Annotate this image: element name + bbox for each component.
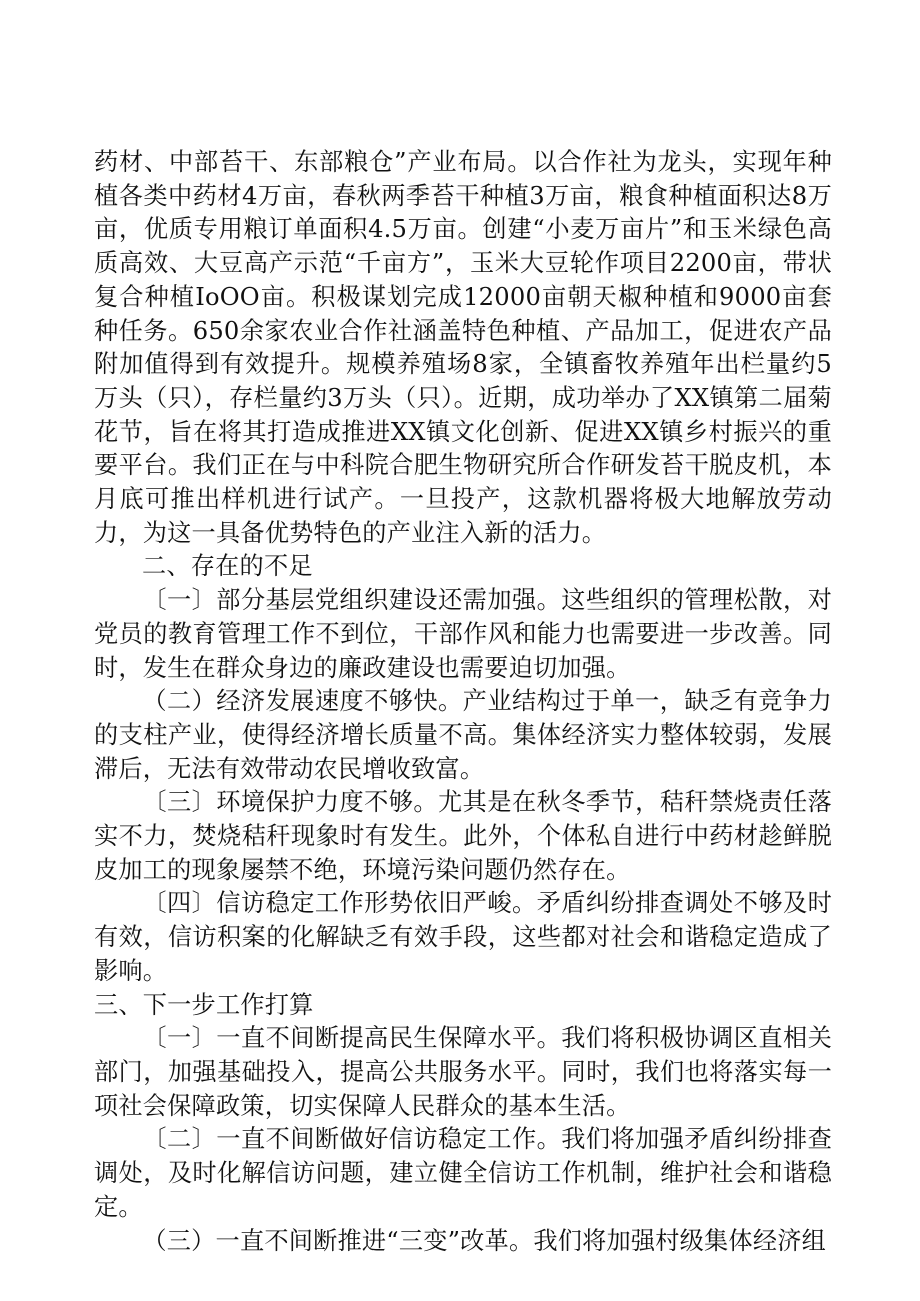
document-body [94, 146, 832, 1258]
section-heading-next-steps: 三、下一步工作打算 [94, 990, 314, 1019]
paragraph-industry-layout: 药材、中部苔干、东部粮仓”产业布局。以合作社为龙头，实现年种植各类中药材4万亩，春秋两季苔干种植3万亩，粮食种植面积达8万亩，优质专用粮订单面积4.5万亩。创建“小麦万亩片”和玉米绿色高质高效、大豆高产示范“千亩方”，玉米大豆轮作项目2200亩，带状复合种植IoOO亩。积极谋划完成12000亩朝天椒种植和9000亩套种任务。650余家农业合作社涵盖特色种植、产品加工，促进农产品附加值得到有效提升。规模养殖场8家，全镇畜牧养殖年出栏量约5万头（只），存栏量约3万头（只）。近期，成功举办了XX镇第二届菊花节，旨在将其打造成推进XX镇文化创新、促进XX镇乡村振兴的重要平台。我们正在与中科院合肥生物研究所合作研发苔干脱皮机，本月底可推出样机进行试产。一旦投产，这款机器将极大地解放劳动力，为这一具备优势特色的产业注入新的活力。 [94, 148, 832, 547]
paragraph-plan-1: 〔一〕一直不间断提高民生保障水平。我们将积极协调区直相关部门，加强基础投入，提高公共服务水平。同时，我们也将落实每一项社会保障政策，切实保障人民群众的基本生活。 [94, 1024, 832, 1120]
section-heading-shortcomings: 二、存在的不足 [142, 552, 313, 581]
paragraph-shortcoming-4: 〔四〕信访稳定工作形势依旧严峻。矛盾纠纷排查调处不够及时有效，信访积案的化解缺乏有效手段，这些都对社会和谐稳定造成了影响。 [94, 889, 832, 985]
paragraph-plan-3: （三）一直不间断推进“三变”改革。我们将加强村级集体经济组 [142, 1226, 826, 1255]
paragraph-shortcoming-2: （二）经济发展速度不够快。产业结构过于单一，缺乏有竞争力的支柱产业，使得经济增长质量不高。集体经济实力整体较弱，发展滞后，无法有效带动农民增收致富。 [94, 687, 832, 783]
paragraph-shortcoming-1: 〔一〕部分基层党组织建设还需加强。这些组织的管理松散，对党员的教育管理工作不到位，干部作风和能力也需要进一步改善。同时，发生在群众身边的廉政建设也需要迫切加强。 [94, 586, 832, 682]
paragraph-shortcoming-3: 〔三〕环境保护力度不够。尤其是在秋冬季节，秸秆禁烧责任落实不力，焚烧秸秆现象时有发生。此外，个体私自进行中药材趁鲜脱皮加工的现象屡禁不绝，环境污染问题仍然存在。 [94, 788, 832, 884]
paragraph-plan-2: 〔二〕一直不间断做好信访稳定工作。我们将加强矛盾纠纷排查调处，及时化解信访问题，建立健全信访工作机制，维护社会和谐稳定。 [94, 1125, 832, 1221]
